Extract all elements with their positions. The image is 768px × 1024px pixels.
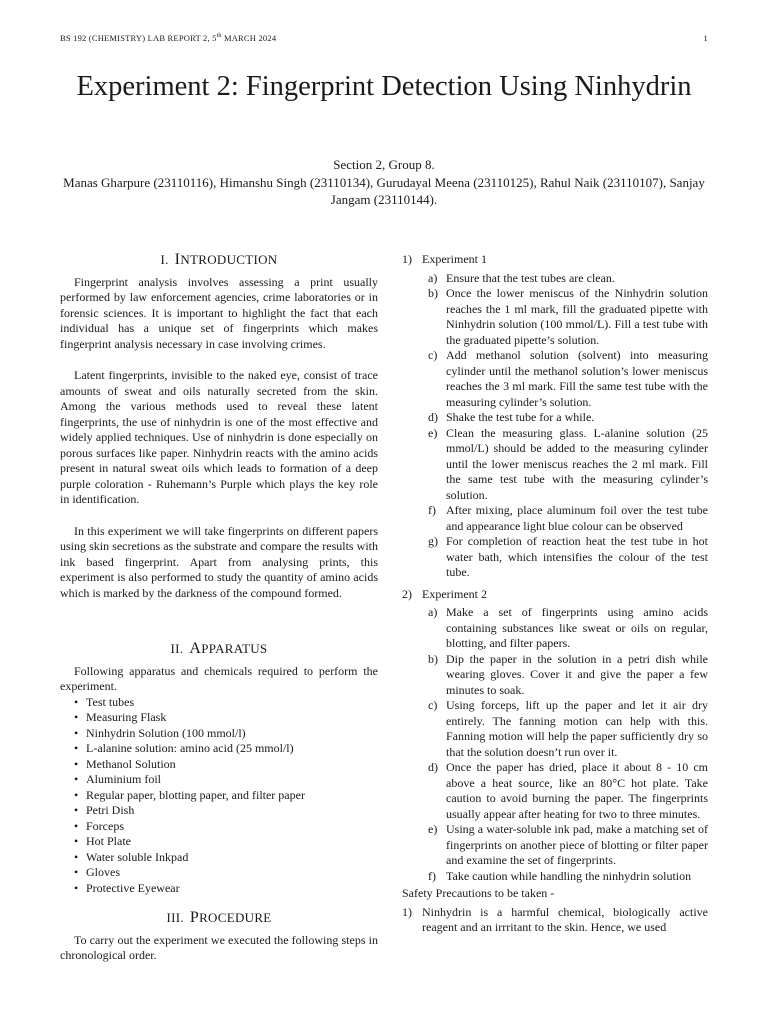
intro-paragraph: In this experiment we will take fingerprints on different papers using skin secretions as the substrate and compare the results with ink based fingerprint. Apart from analysing prints, this experiment is also performed to study the quantity of amino acids which is marked by the darkness of the compound formed. <box>60 523 378 600</box>
author-list: Manas Gharpure (23110116), Himanshu Singh (23110134), Gurudayal Meena (23110125), Rahul Naik (23110107), Sanjay Jangam (23110144). <box>63 174 705 207</box>
list-item: • Test tubes <box>74 695 378 711</box>
list-item: e) Clean the measuring glass. L-alanine solution (25 mmol/L) should be added to the measuring cylinder until the lower meniscus reaches the 2 ml mark. Fill the same test tube with the measuring cylinder’s solution. <box>428 425 708 502</box>
list-item: c) Using forceps, lift up the paper and let it air dry entirely. The fanning motion can help with this. Fanning motion will help the paper sufficiently dry so that the solution doesn’t run over it. <box>428 698 708 759</box>
experiment-title: Experiment 2 <box>422 586 487 601</box>
section-heading-apparatus: II. APPARATUS <box>170 640 268 657</box>
list-item: a) Ensure that the test tubes are clean. <box>428 270 615 285</box>
right-column <box>402 252 708 936</box>
list-item: • Methanol Solution <box>74 757 378 773</box>
page-number: 1 <box>703 33 708 43</box>
intro-paragraph: Latent fingerprints, invisible to the naked eye, consist of trace amounts of sweat and oils naturally secreted from the skin. Among the various methods used to reveal these latent fingerprints, the use of ninhydrin is one of the most effective and widely applied techniques. Use of ninhydrin is done especially on porous surfaces like paper. Ninhydrin reacts with the amino acids present in natural sweat oils which leads to formation of a deep purple coloration - Ruhemann’s Purple which plays the key role in identification. <box>60 368 378 506</box>
experiment-title: Experiment 1 <box>422 252 487 266</box>
list-item: f) Take caution while handling the ninhydrin solution <box>428 868 692 883</box>
list-item: • Aluminium foil <box>74 772 378 788</box>
list-item: • Ninhydrin Solution (100 mmol/l) <box>74 726 378 742</box>
running-header-title: BS 192 (CHEMISTRY) LAB REPORT 2, 5th MARCH 2024 <box>60 33 277 43</box>
list-item: • L-alanine solution: amino acid (25 mmol/l) <box>74 741 378 757</box>
safety-heading: Safety Precautions to be taken - <box>402 886 555 900</box>
list-item: • Petri Dish <box>74 803 378 819</box>
list-item: • Protective Eyewear <box>74 881 378 897</box>
list-item: • Water soluble Inkpad <box>74 850 378 866</box>
apparatus-list <box>60 695 378 897</box>
list-item: • Forceps <box>74 819 378 835</box>
apparatus-intro: Following apparatus and chemicals required to perform the experiment. <box>60 663 378 693</box>
running-header <box>60 33 708 43</box>
experiment-1: 1) Experiment 1 <box>402 252 487 266</box>
list-item: • Hot Plate <box>74 834 378 850</box>
list-item: • Regular paper, blotting paper, and filter paper <box>74 788 378 804</box>
section-heading-introduction: I. INTRODUCTION <box>160 251 278 268</box>
list-item: • Measuring Flask <box>74 710 378 726</box>
procedure-intro: To carry out the experiment we executed the following steps in chronological order. <box>60 932 378 962</box>
author-block <box>60 156 708 209</box>
list-item: g) For completion of reaction heat the test tube in hot water bath, which intensifies the colour of the test tube. <box>428 534 708 579</box>
list-item: • Gloves <box>74 865 378 881</box>
list-item: c) Add methanol solution (solvent) into measuring cylinder until the methanol solution’s lower meniscus reaches the 3 ml mark. Fill the same test tube with the measuring cylinder’s solution. <box>428 348 708 409</box>
left-column <box>60 252 378 964</box>
list-item: d) Once the paper has dried, place it about 8 - 10 cm above a heat source, like an 80°C hot plate. Take caution to avoid burning the paper. The fingerprints usually appear after heating for two to three minutes. <box>428 760 708 821</box>
list-item: b) Dip the paper in the solution in a petri dish while wearing gloves. Cover it and give the paper a few minutes to soak. <box>428 651 708 697</box>
paper-title: Experiment 2: Fingerprint Detection Using Ninhydrin <box>76 71 692 102</box>
section-group-line: Section 2, Group 8. <box>333 157 435 172</box>
list-item: b) Once the lower meniscus of the Ninhydrin solution reaches the 1 ml mark, fill the graduated pipette with Ninhydrin solution (100 mmol/L). Fill a test tube with the graduated pipette’s solution. <box>428 286 708 347</box>
list-item: d) Shake the test tube for a while. <box>428 410 595 424</box>
list-item: a) Make a set of fingerprints using amino acids containing substances like sweat or oils on regular, blotting, and filter papers. <box>428 605 708 650</box>
section-heading-procedure: III. PROCEDURE <box>166 909 272 926</box>
list-item: 1) Ninhydrin is a harmful chemical, biologically active reagent and an irrritant to the skin. Hence, we used <box>402 904 708 934</box>
experiment-2: 2) Experiment 2 <box>402 586 487 601</box>
list-item: e) Using a water-soluble ink pad, make a matching set of fingerprints on another piece of blotting or filter paper and examine the set of fingerprints. <box>428 822 708 867</box>
list-item: f) After mixing, place aluminum foil over the test tube and appearance light blue colour can be observed <box>428 503 708 533</box>
intro-paragraph: Fingerprint analysis involves assessing a print usually performed by law enforcement agencies, crime laboratories or in forensic sciences. It is important to highlight the fact that each individual has a unique set of fingerprints which makes fingerprint analysis necessary in case involving crimes. <box>60 274 378 351</box>
